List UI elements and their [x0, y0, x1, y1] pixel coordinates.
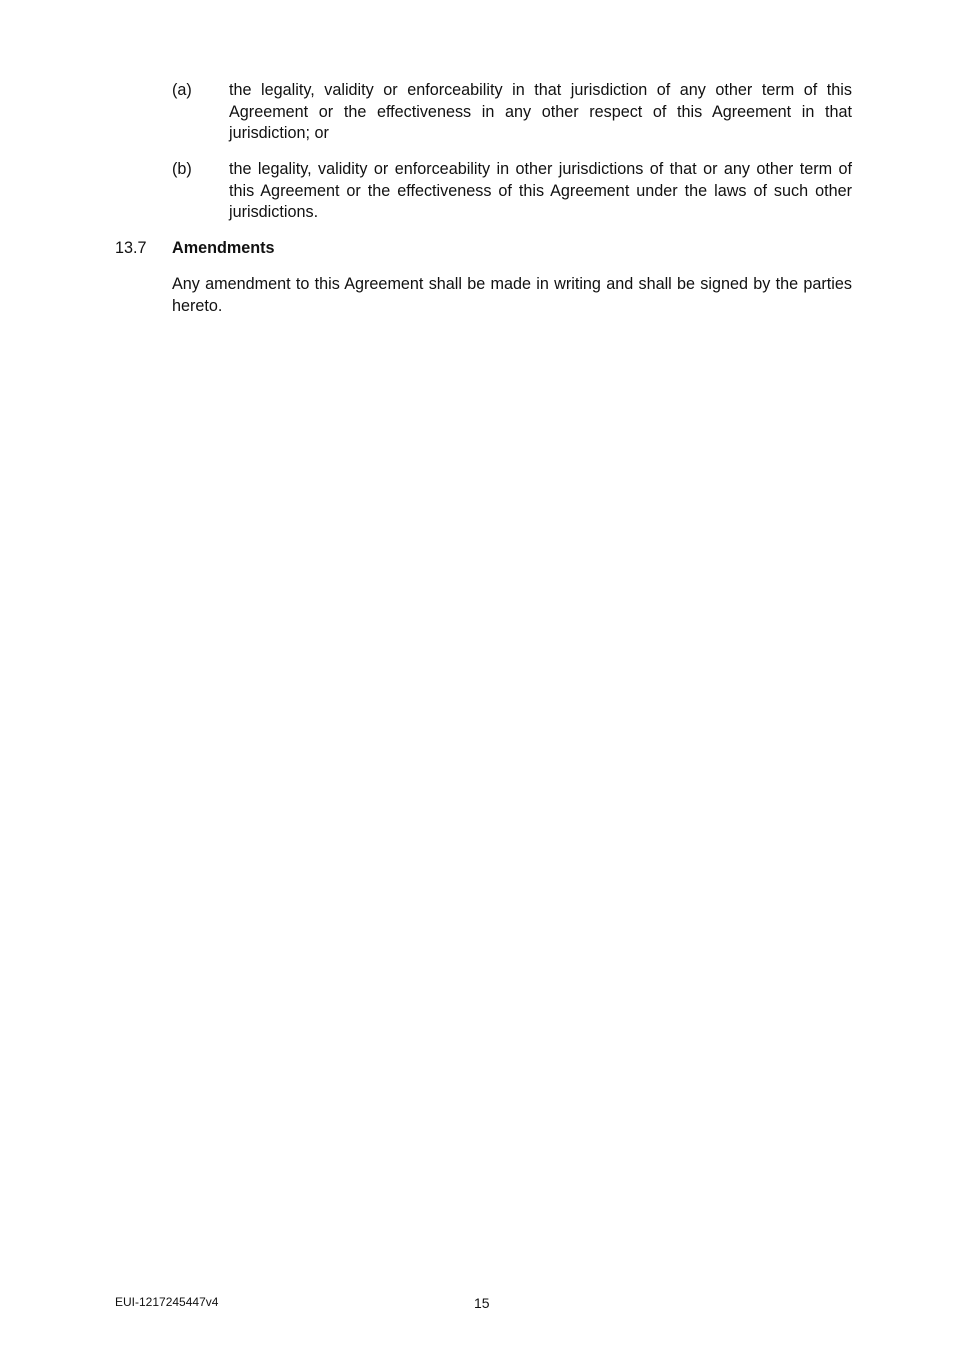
- clause-label: (b): [172, 160, 192, 178]
- section-number: 13.7: [115, 239, 147, 257]
- section-heading: [115, 238, 275, 260]
- clause-item-a: [172, 80, 852, 145]
- footer-document-reference: EUI-1217245447v4: [115, 1295, 219, 1309]
- footer-page-number: 15: [474, 1295, 490, 1311]
- section-title: Amendments: [172, 239, 275, 257]
- clause-text: the legality, validity or enforceability in that jurisdiction of any other term of this Agreement or the effectiveness in any other respect of this Agreement in that jurisdiction; or: [229, 81, 852, 142]
- section-body-text: Any amendment to this Agreement shall be made in writing and shall be signed by the parties hereto.: [172, 275, 852, 315]
- clause-item-b: [172, 159, 852, 224]
- clause-text: the legality, validity or enforceability in other jurisdictions of that or any other term of this Agreement or the effectiveness of this Agreement under the laws of such other jurisdictions.: [229, 160, 852, 221]
- clause-label: (a): [172, 81, 192, 99]
